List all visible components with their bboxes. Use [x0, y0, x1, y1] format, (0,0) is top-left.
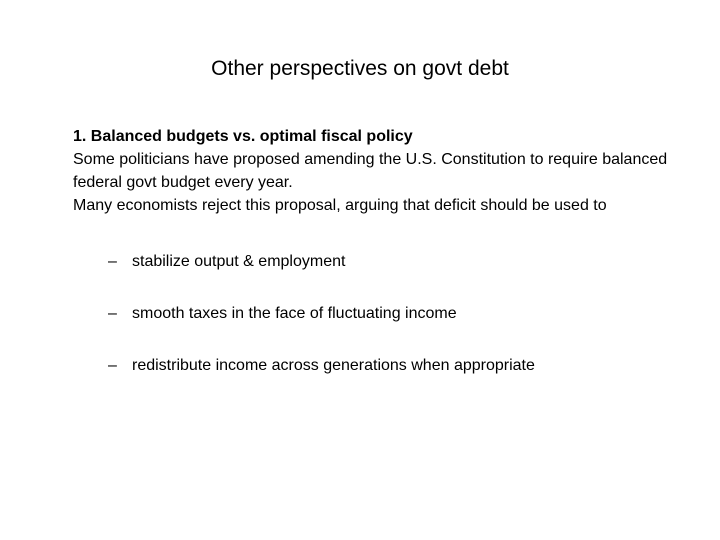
paragraph-amendment: Some politicians have proposed amending the U.S. Constitution to require balanced federal govt budget every year. [73, 151, 668, 191]
slide-title: Other perspectives on govt debt [211, 57, 509, 80]
bullet-list [108, 252, 708, 408]
dash-marker: – [108, 357, 117, 374]
bullet-item [108, 304, 708, 356]
dash-marker: – [108, 253, 117, 270]
bullet-text: redistribute income across generations when appropriate [132, 357, 535, 374]
bullet-item [108, 356, 708, 408]
slide-body [73, 125, 703, 217]
bullet-text: stabilize output & employment [132, 253, 346, 270]
paragraph-economists: Many economists reject this proposal, arguing that deficit should be used to [73, 197, 607, 214]
section-heading: 1. Balanced budgets vs. optimal fiscal policy [73, 128, 413, 145]
dash-marker: – [108, 305, 117, 322]
bullet-item [108, 252, 708, 304]
bullet-text: smooth taxes in the face of fluctuating income [132, 305, 457, 322]
